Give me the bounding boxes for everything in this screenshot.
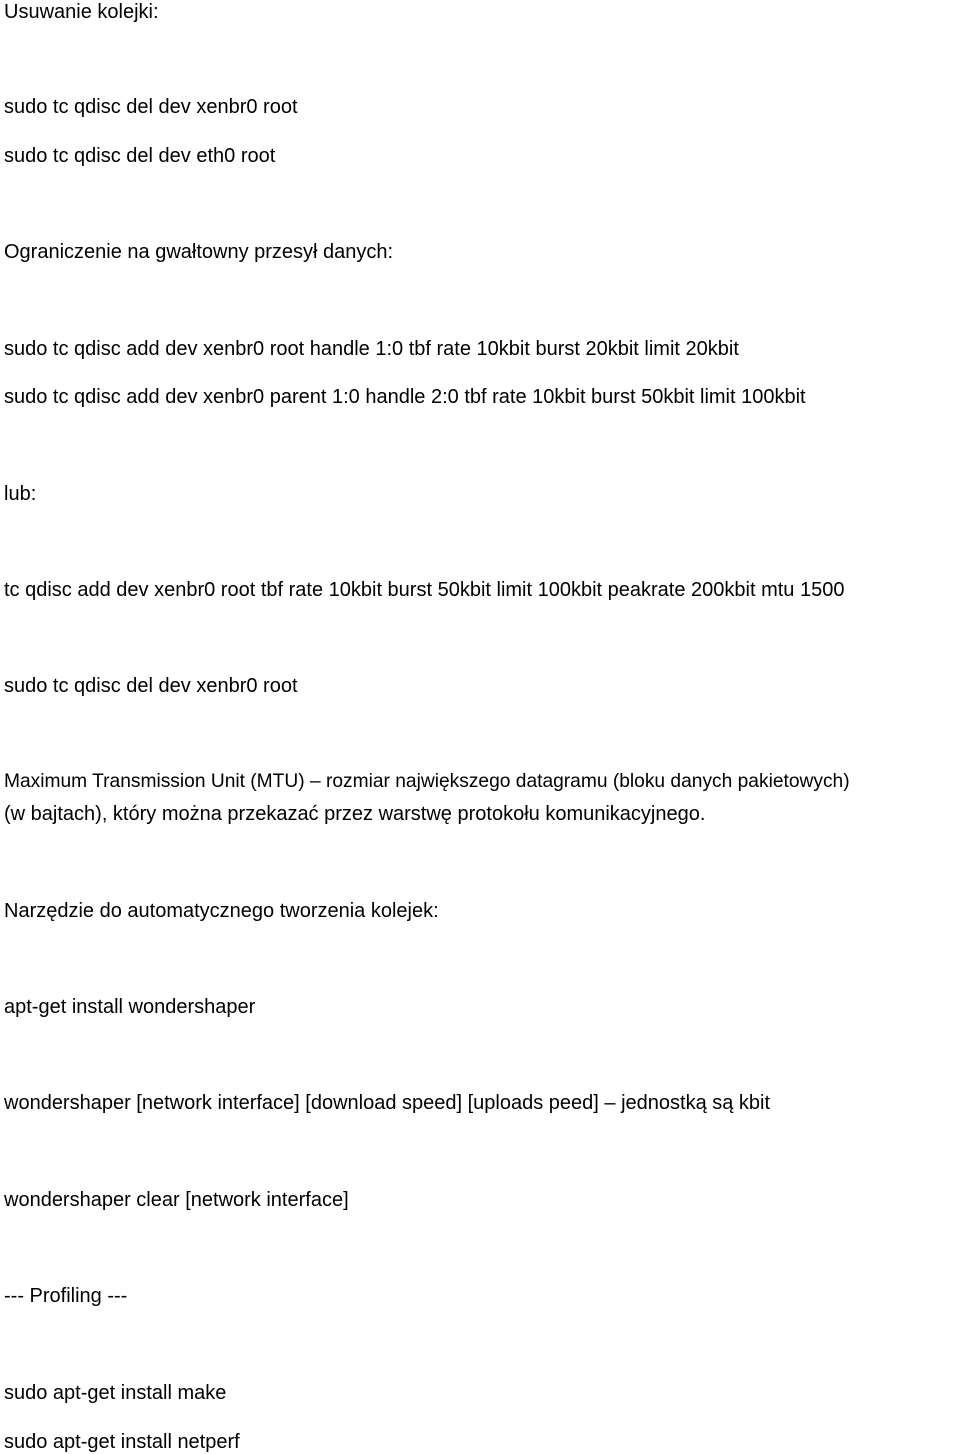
command-install-make: sudo apt-get install make	[4, 1382, 227, 1404]
command-add-peakrate: tc qdisc add dev xenbr0 root tbf rate 10kbit burst 50kbit limit 100kbit peakrate 200kbit mtu 1500	[4, 579, 845, 601]
label-or: lub:	[4, 483, 37, 505]
command-del-eth0: sudo tc qdisc del dev eth0 root	[4, 145, 276, 167]
command-install-wondershaper: apt-get install wondershaper	[4, 996, 256, 1018]
command-del-xenbr0-again: sudo tc qdisc del dev xenbr0 root	[4, 675, 298, 697]
heading-burst-limit: Ograniczenie na gwałtowny przesył danych:	[4, 241, 394, 263]
heading-profiling: --- Profiling ---	[4, 1285, 128, 1307]
command-install-netperf: sudo apt-get install netperf	[4, 1431, 240, 1453]
command-del-xenbr0: sudo tc qdisc del dev xenbr0 root	[4, 96, 298, 118]
mtu-definition-line-2: (w bajtach), który można przekazać przez warstwę protokołu komunikacyjnego.	[4, 803, 706, 825]
command-add-root-handle: sudo tc qdisc add dev xenbr0 root handle 1:0 tbf rate 10kbit burst 20kbit limit 20kbit	[4, 338, 739, 360]
mtu-definition-line-1: Maximum Transmission Unit (MTU) – rozmiar największego datagramu (bloku danych pakietowych)	[4, 771, 850, 792]
command-wondershaper-clear: wondershaper clear [network interface]	[4, 1189, 349, 1211]
command-add-parent-handle: sudo tc qdisc add dev xenbr0 parent 1:0 handle 2:0 tbf rate 10kbit burst 50kbit limit 100kbit	[4, 386, 806, 408]
heading-queue-tool: Narzędzie do automatycznego tworzenia kolejek:	[4, 900, 439, 922]
command-wondershaper-usage: wondershaper [network interface] [download speed] [uploads peed] – jednostką są kbit	[4, 1092, 771, 1114]
heading-remove-queue: Usuwanie kolejki:	[4, 1, 159, 23]
